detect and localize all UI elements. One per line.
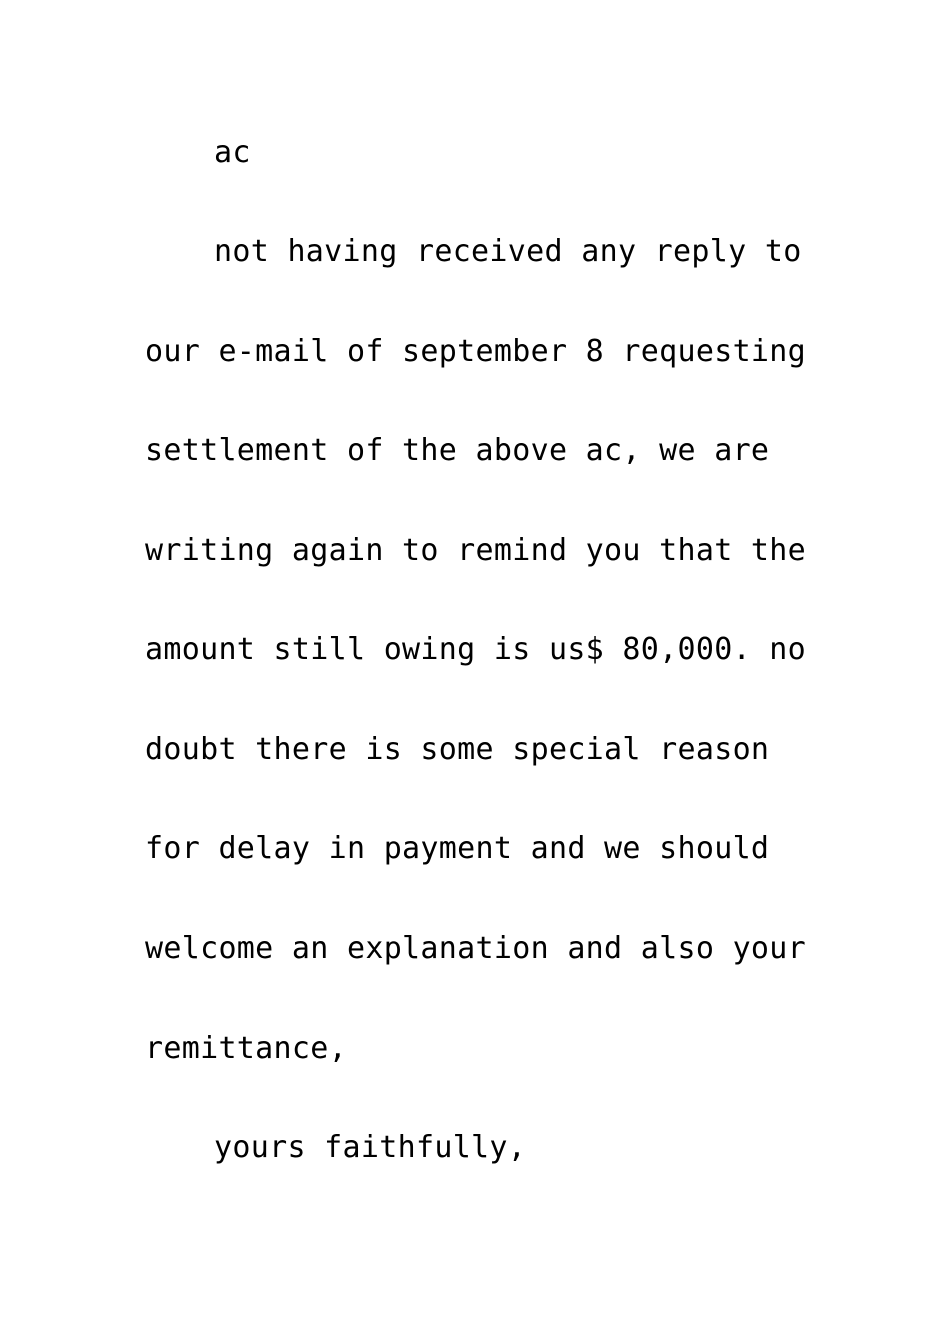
body-line: doubt there is some special reason	[145, 732, 770, 767]
subject-line: ac	[214, 135, 251, 170]
body-line: amount still owing is us$ 80,000. no	[145, 632, 807, 667]
body-line: not having received any reply to	[214, 234, 802, 269]
body-line: settlement of the above ac, we are	[145, 433, 770, 468]
body-line: welcome an explanation and also your	[145, 931, 807, 966]
closing-line: yours faithfully,	[214, 1130, 527, 1165]
body-line: for delay in payment and we should	[145, 831, 770, 866]
body-line: our e-mail of september 8 requesting	[145, 334, 807, 369]
body-line: remittance,	[145, 1031, 347, 1066]
body-line: writing again to remind you that the	[145, 533, 807, 568]
